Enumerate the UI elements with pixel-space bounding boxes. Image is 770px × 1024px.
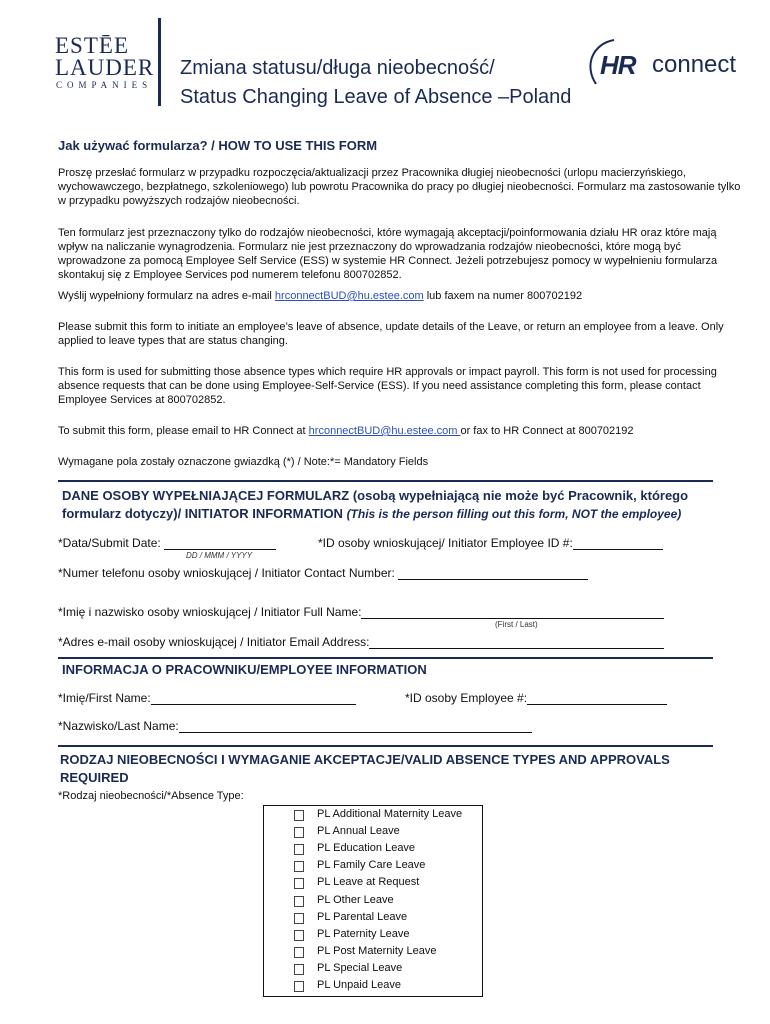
initiator-title-line2: formularz dotyczy)/ INITIATOR INFORMATION [62,506,347,521]
checkbox[interactable] [294,964,304,975]
submit-date-field [58,536,276,550]
initiator-name-label: *Imię i nazwisko osoby wnioskującej / Initiator Full Name: [58,605,362,619]
initiator-id-label: *ID osoby wnioskującej/ Initiator Employee ID #: [318,536,573,550]
absence-option-row[interactable] [264,858,482,875]
checkbox[interactable] [294,861,304,872]
checkbox[interactable] [294,810,304,821]
instructions-p6 [58,424,748,438]
absence-option-row[interactable] [264,893,482,910]
name-format-hint: (First / Last) [495,620,538,629]
checkbox[interactable] [294,844,304,855]
employee-id-input[interactable] [527,692,667,705]
absence-option-label: PL Post Maternity Leave [317,944,437,957]
section-divider-absence [58,745,713,747]
hrconnect-email-link[interactable]: hrconnectBUD@hu.estee.com [274,290,424,302]
submit-date-input[interactable] [164,537,276,550]
initiator-id-input[interactable] [573,537,663,550]
absence-option-row[interactable] [264,875,482,892]
initiator-title-note: (This is the person filling out this form, NOT the employee) [346,507,682,521]
absence-type-label: *Rodzaj nieobecności/*Absence Type: [58,790,244,802]
absence-option-label: PL Paternity Leave [317,927,410,940]
instructions-p1: Proszę przesłać formularz w przypadku rozpoczęcia/aktualizacji przez Pracownika długiej nieobecności (urlopu macierzyńskiego, wychowawczego, bezpłatnego, szkoleniowego) lub powrotu Pracownika do pracy po długiej nieobecności. Formularz ma zastosowanie tylko w przypadku powyższych rodzajów nieobecności. [58,167,741,207]
hrconnect-email-link-2[interactable]: hrconnectBUD@hu.estee.com [308,425,461,437]
absence-option-row[interactable] [264,944,482,961]
checkbox[interactable] [294,981,304,992]
checkbox[interactable] [294,947,304,958]
estee-logo-line2: LAUDER [55,55,155,80]
estee-logo-line3: COMPANIES [56,80,153,90]
checkbox[interactable] [294,896,304,907]
instructions-p2: Ten formularz jest przeznaczony tylko do rodzajów nieobecności, które wymagają akceptacji/poinformowania działu HR oraz które mają wpływ na naliczanie wynagrodzenia. Formularz nie jest przeznaczony do wprowadzania rodzajów nieobecności, które mogą być wprowadzone za pomocą Employee Self Service (ESS) w systemie HR Connect. Jeżeli potrzebujesz pomocy w wypełnieniu formularza skontakuj się z Employee Services pod numerem telefonu 800702852. [58,227,718,281]
absence-type-list [263,805,483,997]
absence-option-label: PL Other Leave [317,893,394,906]
absence-option-row[interactable] [264,841,482,858]
absence-option-row[interactable] [264,961,482,978]
form-title-en: Status Changing Leave of Absence –Poland [180,86,572,108]
section-divider-initiator [58,480,713,482]
initiator-email-label: *Adres e-mail osoby wnioskującej / Initiator Email Address: [58,635,370,649]
initiator-phone-input[interactable] [398,567,588,580]
initiator-phone-field [58,566,588,580]
mandatory-note: Wymagane pola zostały oznaczone gwiazdką (*) / Note:*= Mandatory Fields [58,456,429,468]
absence-option-row[interactable] [264,927,482,944]
p6-pre: To submit this form, please email to HR Connect at [58,425,309,437]
absence-option-row[interactable] [264,978,482,995]
section-divider-employee [58,657,713,659]
checkbox[interactable] [294,913,304,924]
checkbox[interactable] [294,878,304,889]
how-to-heading: Jak używać formularza? / HOW TO USE THIS FORM [58,138,378,153]
absence-title-line2: REQUIRED [60,770,129,785]
initiator-name-field [58,605,664,619]
instructions-p5: This form is used for submitting those absence types which require HR approvals or impact payroll. This form is not used for processing absence requests that can be done using Employee-Self-Service (ESS). If you need assistance completing this form, please contact Employee Services at 800702852. [58,366,717,406]
checkbox[interactable] [294,930,304,941]
checkbox[interactable] [294,827,304,838]
estee-logo-line1: ESTĒE [55,33,129,58]
absence-option-row[interactable] [264,910,482,927]
employee-first-name-field [58,691,356,705]
absence-title-line1: RODZAJ NIEOBECNOŚCI I WYMAGANIE AKCEPTACJE/VALID ABSENCE TYPES AND APPROVALS [60,752,670,767]
form-title-pl: Zmiana statusu/długa nieobecność/ [180,57,495,79]
hr-logo-mark: HR [600,50,636,80]
absence-option-label: PL Family Care Leave [317,859,426,872]
employee-id-field [405,691,667,705]
absence-section-title [60,751,750,787]
employee-section-title: INFORMACJA O PRACOWNIKU/EMPLOYEE INFORMATION [62,662,427,677]
absence-option-row[interactable] [264,807,482,824]
initiator-section-title [62,487,742,523]
absence-option-label: PL Special Leave [317,961,403,974]
initiator-email-input[interactable] [369,636,664,649]
p3-pre: Wyślij wypełniony formularz na adres e-mail [58,290,275,302]
initiator-phone-label: *Numer telefonu osoby wnioskującej / Initiator Contact Number: [58,566,399,580]
employee-first-name-input[interactable] [151,692,356,705]
hr-logo-text: connect [652,51,737,78]
initiator-name-input[interactable] [361,606,664,619]
initiator-email-field [58,635,664,649]
absence-option-label: PL Additional Maternity Leave [317,808,463,820]
header-divider [158,18,161,106]
employee-first-name-label: *Imię/First Name: [58,691,151,705]
instructions-p4: Please submit this form to initiate an employee’s leave of absence, update details of the Leave, or return an employee from a leave. Only applied to leave types that are status changing. [58,321,724,347]
instructions-p3 [58,289,748,303]
submit-date-label: *Data/Submit Date: [58,536,165,550]
initiator-id-field [318,536,663,550]
employee-last-name-label: *Nazwisko/Last Name: [58,719,179,733]
p3-post: lub faxem na numer 800702192 [423,290,583,302]
absence-option-row[interactable] [264,824,482,841]
absence-option-label: PL Leave at Request [317,876,420,889]
p6-post: or fax to HR Connect at 800702192 [460,425,634,437]
employee-id-label: *ID osoby Employee #: [405,691,528,705]
date-format-hint: DD / MMM / YYYY [186,551,253,560]
employee-last-name-input[interactable] [179,720,532,733]
absence-option-label: PL Unpaid Leave [317,979,401,991]
absence-option-label: PL Parental Leave [317,910,408,923]
employee-last-name-field [58,719,532,733]
initiator-title-line1: DANE OSOBY WYPEŁNIAJĄCEJ FORMULARZ (osobą wypełniającą nie może być Pracownik, którego [62,488,689,503]
absence-option-label: PL Education Leave [317,842,416,855]
absence-option-label: PL Annual Leave [317,825,400,838]
